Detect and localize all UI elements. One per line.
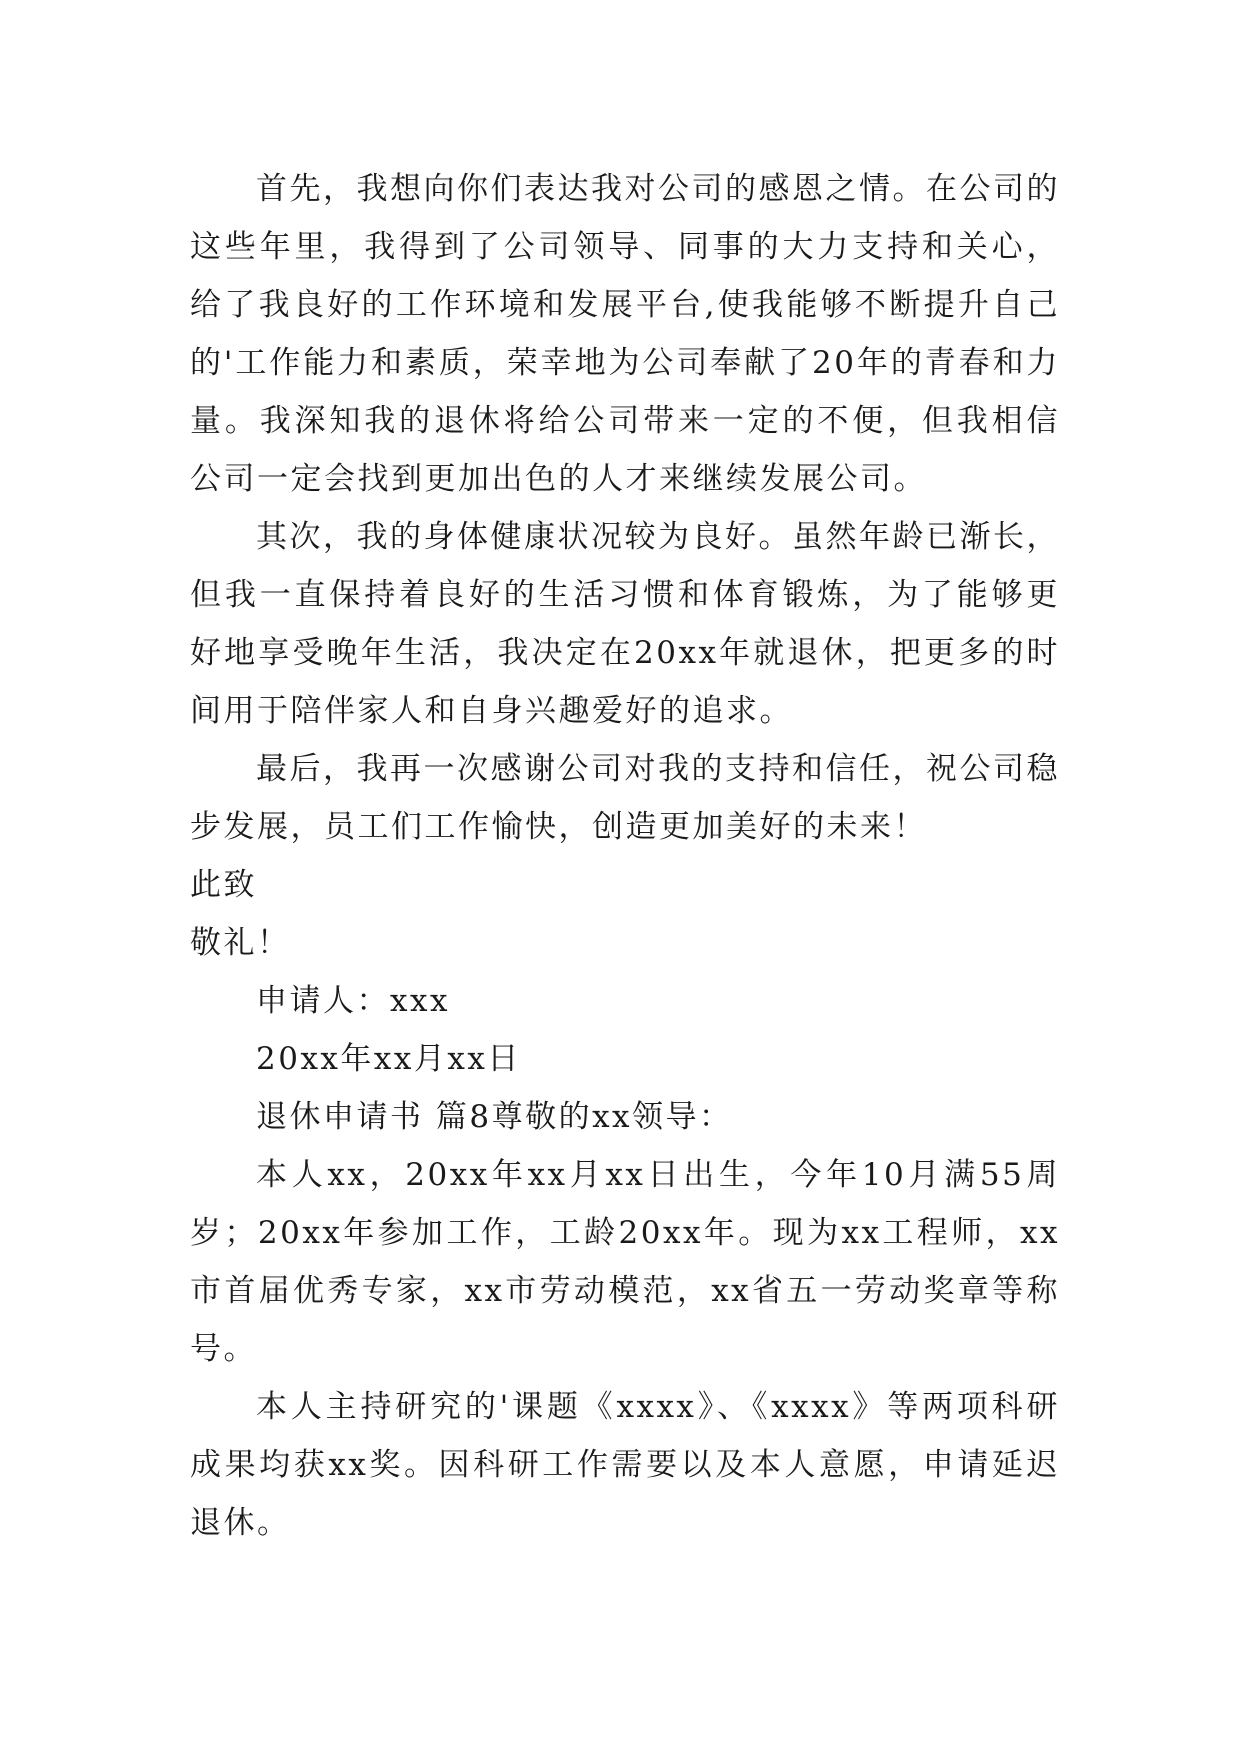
paragraph-gratitude: 首先，我想向你们表达我对公司的感恩之情。在公司的这些年里，我得到了公司领导、同事的大力支持和关心，给了我良好的工作环境和发展平台,使我能够不断提升自己的'工作能力和素质，荣幸地为公司奉献了20年的青春和力量。我深知我的退休将给公司带来一定的不便，但我相信公司一定会找到更加出色的人才来继续发展公司。	[190, 171, 1060, 497]
paragraph-final-thanks: 最后，我再一次感谢公司对我的支持和信任，祝公司稳步发展，员工们工作愉快，创造更加美好的未来！	[190, 751, 1060, 845]
closing-regards: 敬礼！	[190, 925, 291, 961]
paragraph-health: 其次，我的身体健康状况较为良好。虽然年龄已渐长，但我一直保持着良好的生活习惯和体育锻炼，为了能够更好地享受晚年生活，我决定在20xx年就退休，把更多的时间用于陪伴家人和自身兴趣爱好的追求。	[190, 519, 1060, 729]
closing-salutation: 此致	[190, 867, 257, 903]
section-heading: 退休申请书 篇8尊敬的xx领导：	[256, 1099, 733, 1135]
signature-date: 20xx年xx月xx日	[256, 1041, 521, 1077]
applicant-signature: 申请人：xxx	[256, 983, 450, 1019]
document-body	[190, 160, 1060, 1552]
paragraph-research-request: 本人主持研究的'课题《xxxx》、《xxxx》等两项科研成果均获xx奖。因科研工作需要以及本人意愿，申请延迟退休。	[190, 1389, 1060, 1541]
paragraph-personal-info: 本人xx，20xx年xx月xx日出生，今年10月满55周岁；20xx年参加工作，工龄20xx年。现为xx工程师，xx市首届优秀专家，xx市劳动模范，xx省五一劳动奖章等称号。	[190, 1157, 1060, 1367]
